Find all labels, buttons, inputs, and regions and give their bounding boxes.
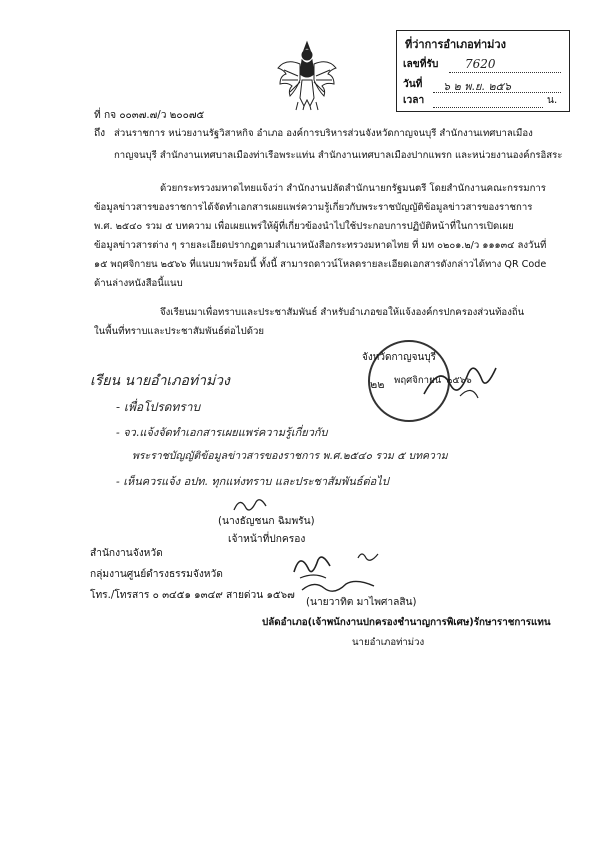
receipt-number-label: เลขที่รับ: [403, 59, 439, 70]
sender-office: สำนักงานจังหวัด: [90, 548, 163, 559]
body-line-2: ข้อมูลข่าวสารของราชการได้จัดทำเอกสารเผยแพร่ความรู้เกี่ยวกับพระราชบัญญัติข้อมูลข่าวสารของราชการ: [94, 202, 533, 213]
deputy-signature-2: [356, 548, 380, 564]
body-line-3: พ.ศ. ๒๕๔๐ รวม ๕ บทความ เพื่อเผยแพร่ให้ผู้ที่เกี่ยวข้องนำไปใช้ประกอบการปฏิบัติหน้าที่ในการเปิดเผย: [94, 221, 514, 232]
body-line-1: ด้วยกระทรวงมหาดไทยแจ้งว่า สำนักงานปลัดสำนักนายกรัฐมนตรี โดยสำนักงานคณะกรรมการ: [160, 183, 546, 194]
closing-line-2: ในพื้นที่ทราบและประชาสัมพันธ์ต่อไปด้วย: [94, 326, 264, 337]
receipt-time-label: เวลา: [403, 95, 425, 106]
province-stamp-year: ๒๕๖๖: [446, 375, 472, 386]
reference-number: ที่ กจ ๐๐๓๗.๗/ว ๒๐๐๗๕: [94, 110, 205, 121]
note-item-2a: - จว.แจ้งจัดทำเอกสารเผยแพร่ความรู้เกี่ยวกับ: [116, 426, 328, 439]
sender-phone: โทร./โทรสาร ๐ ๓๔๕๑ ๑๓๔๙ สายด่วน ๑๕๖๗: [90, 590, 295, 601]
to-label: ถึง: [94, 128, 106, 139]
receipt-number-value: 7620: [465, 57, 496, 71]
sender-division: กลุ่มงานศูนย์ดำรงธรรมจังหวัด: [90, 569, 223, 580]
province-stamp-day: ๒๒: [370, 378, 385, 391]
officer-name: (นางธัญชนก ฉิมพรัน): [218, 516, 315, 527]
receipt-stamp: [396, 30, 570, 112]
receipt-office: ที่ว่าการอำเภอท่าม่วง: [405, 38, 506, 51]
receipt-date-value: ๖ ๒ พ.ย. ๒๕๖: [443, 80, 511, 93]
receipt-date-line: [433, 92, 561, 93]
body-line-6: ด้านล่างหนังสือนี้แนบ: [94, 278, 183, 289]
body-line-5: ๑๕ พฤศจิกายน ๒๕๖๖ ที่แนบมาพร้อมนี้ ทั้งนี้ สามารถดาวน์โหลดรายละเอียดเอกสารดังกล่าวได้ทาง QR Code: [94, 259, 547, 270]
receipt-time-line: [433, 107, 543, 108]
garuda-emblem: [276, 40, 338, 112]
note-item-3: - เห็นควรแจ้ง อปท. ทุกแห่งทราบ และประชาสัมพันธ์ต่อไป: [116, 475, 389, 488]
deputy-signature-3: [300, 576, 376, 598]
note-item-1: - เพื่อโปรดทราบ: [116, 400, 201, 414]
note-item-2b: พระราชบัญญัติข้อมูลข่าวสารของราชการ พ.ศ.๒๕๔๐ รวม ๕ บทความ: [132, 450, 448, 462]
to-line-1: ส่วนราชการ หน่วยงานรัฐวิสาหกิจ อำเภอ องค์การบริหารส่วนจังหวัดกาญจนบุรี สำนักงานเทศบาลเมือง: [114, 128, 533, 139]
closing-line-1: จึงเรียนมาเพื่อทราบและประชาสัมพันธ์ สำหรับอำเภอขอให้แจ้งองค์กรปกครองส่วนท้องถิ่น: [160, 307, 525, 318]
body-line-4: ข้อมูลข่าวสารต่าง ๆ รายละเอียดปรากฏตามสำเนาหนังสือกระทรวงมหาดไทย ที่ มท ๐๒๐๑.๒/ว ๑๑๑๓๔ ลงวันที่: [94, 240, 547, 251]
note-greeting: เรียน นายอำเภอท่าม่วง: [90, 373, 230, 389]
to-line-2: กาญจนบุรี สำนักงานเทศบาลเมืองท่าเรือพระแท่น สำนักงานเทศบาลเมืองปากแพรก และหน่วยงานองค์กรอิสระ: [114, 150, 563, 161]
receipt-number-line: [449, 72, 561, 73]
deputy-position: ปลัดอำเภอ(เจ้าพนักงานปกครองชำนาญการพิเศษ)รักษาราชการแทน: [262, 617, 551, 628]
province-stamp-name: จังหวัดกาญจนบุรี: [362, 352, 437, 363]
stamp-signature: [420, 354, 500, 404]
officer-signature: [232, 494, 268, 516]
province-stamp-month: พฤศจิกายน: [394, 375, 442, 386]
deputy-name: (นายวาทิต มาไพศาลสิน): [306, 597, 417, 608]
deputy-title: นายอำเภอท่าม่วง: [352, 637, 425, 648]
receipt-date-label: วันที่: [403, 79, 423, 90]
officer-position: เจ้าหน้าที่ปกครอง: [228, 534, 306, 545]
receipt-time-unit: น.: [547, 95, 558, 106]
